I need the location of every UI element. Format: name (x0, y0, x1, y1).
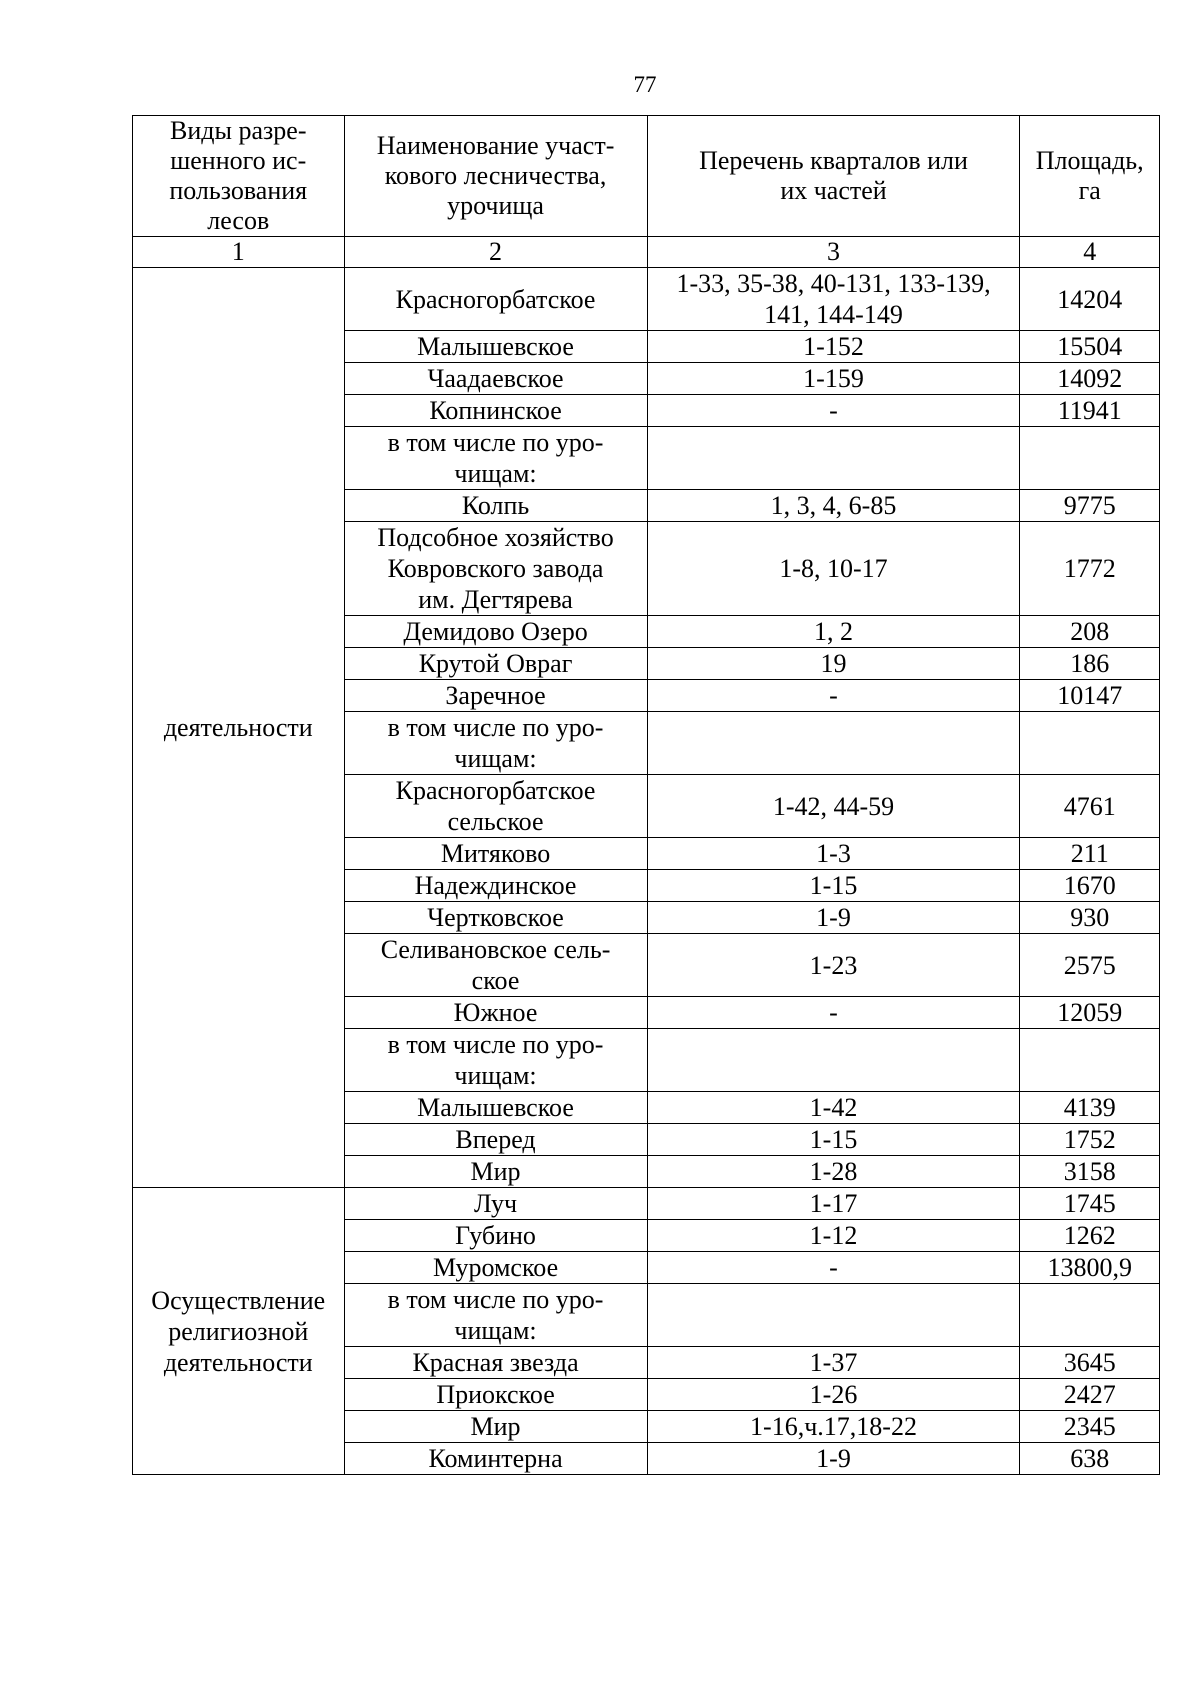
area-cell: 211 (1020, 838, 1160, 870)
quarters-cell: 1-16,ч.17,18-22 (647, 1411, 1020, 1443)
area-cell: 4761 (1020, 775, 1160, 838)
quarters-cell: 1-159 (647, 363, 1020, 395)
quarters-cell (647, 1029, 1020, 1092)
forestry-name-cell: Красногорбатское сельское (344, 775, 647, 838)
header-row (133, 116, 1160, 237)
forestry-name-cell: Подсобное хозяйство Ковровского завода им. Дегтярева (344, 522, 647, 616)
quarters-cell: 1-9 (647, 902, 1020, 934)
forestry-name-cell: Мир (344, 1156, 647, 1188)
forestry-name-cell: Митяково (344, 838, 647, 870)
quarters-cell: - (647, 680, 1020, 712)
area-cell (1020, 1029, 1160, 1092)
forest-usage-table (132, 115, 1160, 1475)
quarters-cell: 1-33, 35-38, 40-131, 133-139, 141, 144-149 (647, 268, 1020, 331)
forestry-name-cell: Губино (344, 1220, 647, 1252)
quarters-cell: 1-15 (647, 1124, 1020, 1156)
table-row (133, 1188, 1160, 1220)
area-cell: 11941 (1020, 395, 1160, 427)
quarters-cell: 1, 3, 4, 6-85 (647, 490, 1020, 522)
page-number: 77 (633, 72, 657, 97)
area-cell: 1752 (1020, 1124, 1160, 1156)
area-cell: 1262 (1020, 1220, 1160, 1252)
area-cell: 15504 (1020, 331, 1160, 363)
quarters-cell: - (647, 997, 1020, 1029)
area-cell: 1772 (1020, 522, 1160, 616)
forestry-name-cell: Красная звезда (344, 1347, 647, 1379)
area-cell: 2427 (1020, 1379, 1160, 1411)
forestry-name-cell: Чертковское (344, 902, 647, 934)
column-number-3: 3 (647, 237, 1020, 268)
usage-type-cell: Осуществление религиозной деятельности (133, 1188, 345, 1475)
header-quarters-list (647, 116, 1020, 237)
forestry-name-cell: Демидово Озеро (344, 616, 647, 648)
quarters-cell: 1-8, 10-17 (647, 522, 1020, 616)
forestry-name-cell: Вперед (344, 1124, 647, 1156)
forestry-name-cell: Малышевское (344, 331, 647, 363)
area-cell: 208 (1020, 616, 1160, 648)
quarters-cell: 1-28 (647, 1156, 1020, 1188)
forestry-name-cell: Красногорбатское (344, 268, 647, 331)
forestry-name-cell: Приокское (344, 1379, 647, 1411)
forestry-name-cell: Чаадаевское (344, 363, 647, 395)
forestry-name-cell: в том числе по уро- чищам: (344, 712, 647, 775)
quarters-cell (647, 1284, 1020, 1347)
quarters-cell: - (647, 395, 1020, 427)
forestry-name-cell: Луч (344, 1188, 647, 1220)
area-cell: 9775 (1020, 490, 1160, 522)
forestry-name-cell: в том числе по уро- чищам: (344, 427, 647, 490)
quarters-cell: 1-152 (647, 331, 1020, 363)
quarters-cell (647, 712, 1020, 775)
forestry-name-cell: Муромское (344, 1252, 647, 1284)
area-cell: 638 (1020, 1443, 1160, 1475)
quarters-cell: 1-26 (647, 1379, 1020, 1411)
forestry-name-cell: Заречное (344, 680, 647, 712)
header-quarters-list-text: Перечень кварталов или их частей (699, 146, 968, 205)
quarters-cell: 1-23 (647, 934, 1020, 997)
forestry-name-cell: Крутой Овраг (344, 648, 647, 680)
header-forestry-name (344, 116, 647, 237)
forestry-name-cell: Южное (344, 997, 647, 1029)
area-cell: 186 (1020, 648, 1160, 680)
header-usage-type-text: Виды разре- шенного ис- пользования лесов (169, 116, 308, 235)
forestry-name-cell: Надеждинское (344, 870, 647, 902)
quarters-cell: 1-17 (647, 1188, 1020, 1220)
header-usage-type (133, 116, 345, 237)
area-cell: 4139 (1020, 1092, 1160, 1124)
area-cell (1020, 1284, 1160, 1347)
area-cell: 1670 (1020, 870, 1160, 902)
quarters-cell: 1-42 (647, 1092, 1020, 1124)
quarters-cell: - (647, 1252, 1020, 1284)
column-number-row (133, 237, 1160, 268)
area-cell: 14092 (1020, 363, 1160, 395)
forestry-name-cell: Колпь (344, 490, 647, 522)
area-cell: 3158 (1020, 1156, 1160, 1188)
forestry-name-cell: Селивановское сель- ское (344, 934, 647, 997)
column-number-4: 4 (1020, 237, 1160, 268)
column-number-1: 1 (133, 237, 345, 268)
quarters-cell: 1, 2 (647, 616, 1020, 648)
forestry-name-cell: в том числе по уро- чищам: (344, 1029, 647, 1092)
quarters-cell: 1-37 (647, 1347, 1020, 1379)
area-cell: 14204 (1020, 268, 1160, 331)
forestry-name-cell: Мир (344, 1411, 647, 1443)
table-body (133, 116, 1160, 1475)
forestry-name-cell: Копнинское (344, 395, 647, 427)
forestry-name-cell: Коминтерна (344, 1443, 647, 1475)
area-cell (1020, 427, 1160, 490)
column-number-2: 2 (344, 237, 647, 268)
header-area (1020, 116, 1160, 237)
area-cell: 930 (1020, 902, 1160, 934)
header-forestry-name-text: Наименование участ- кового лесничества, урочища (376, 131, 615, 220)
area-cell: 12059 (1020, 997, 1160, 1029)
area-cell: 10147 (1020, 680, 1160, 712)
area-cell: 13800,9 (1020, 1252, 1160, 1284)
header-area-text: Площадь, га (1035, 146, 1144, 205)
area-cell: 2575 (1020, 934, 1160, 997)
forestry-name-cell: Малышевское (344, 1092, 647, 1124)
quarters-cell: 1-42, 44-59 (647, 775, 1020, 838)
quarters-cell: 1-9 (647, 1443, 1020, 1475)
quarters-cell: 1-15 (647, 870, 1020, 902)
area-cell: 2345 (1020, 1411, 1160, 1443)
quarters-cell: 1-3 (647, 838, 1020, 870)
usage-type-cell: деятельности (133, 268, 345, 1188)
area-cell: 1745 (1020, 1188, 1160, 1220)
area-cell: 3645 (1020, 1347, 1160, 1379)
table-row (133, 268, 1160, 331)
quarters-cell (647, 427, 1020, 490)
quarters-cell: 19 (647, 648, 1020, 680)
area-cell (1020, 712, 1160, 775)
forestry-name-cell: в том числе по уро- чищам: (344, 1284, 647, 1347)
quarters-cell: 1-12 (647, 1220, 1020, 1252)
